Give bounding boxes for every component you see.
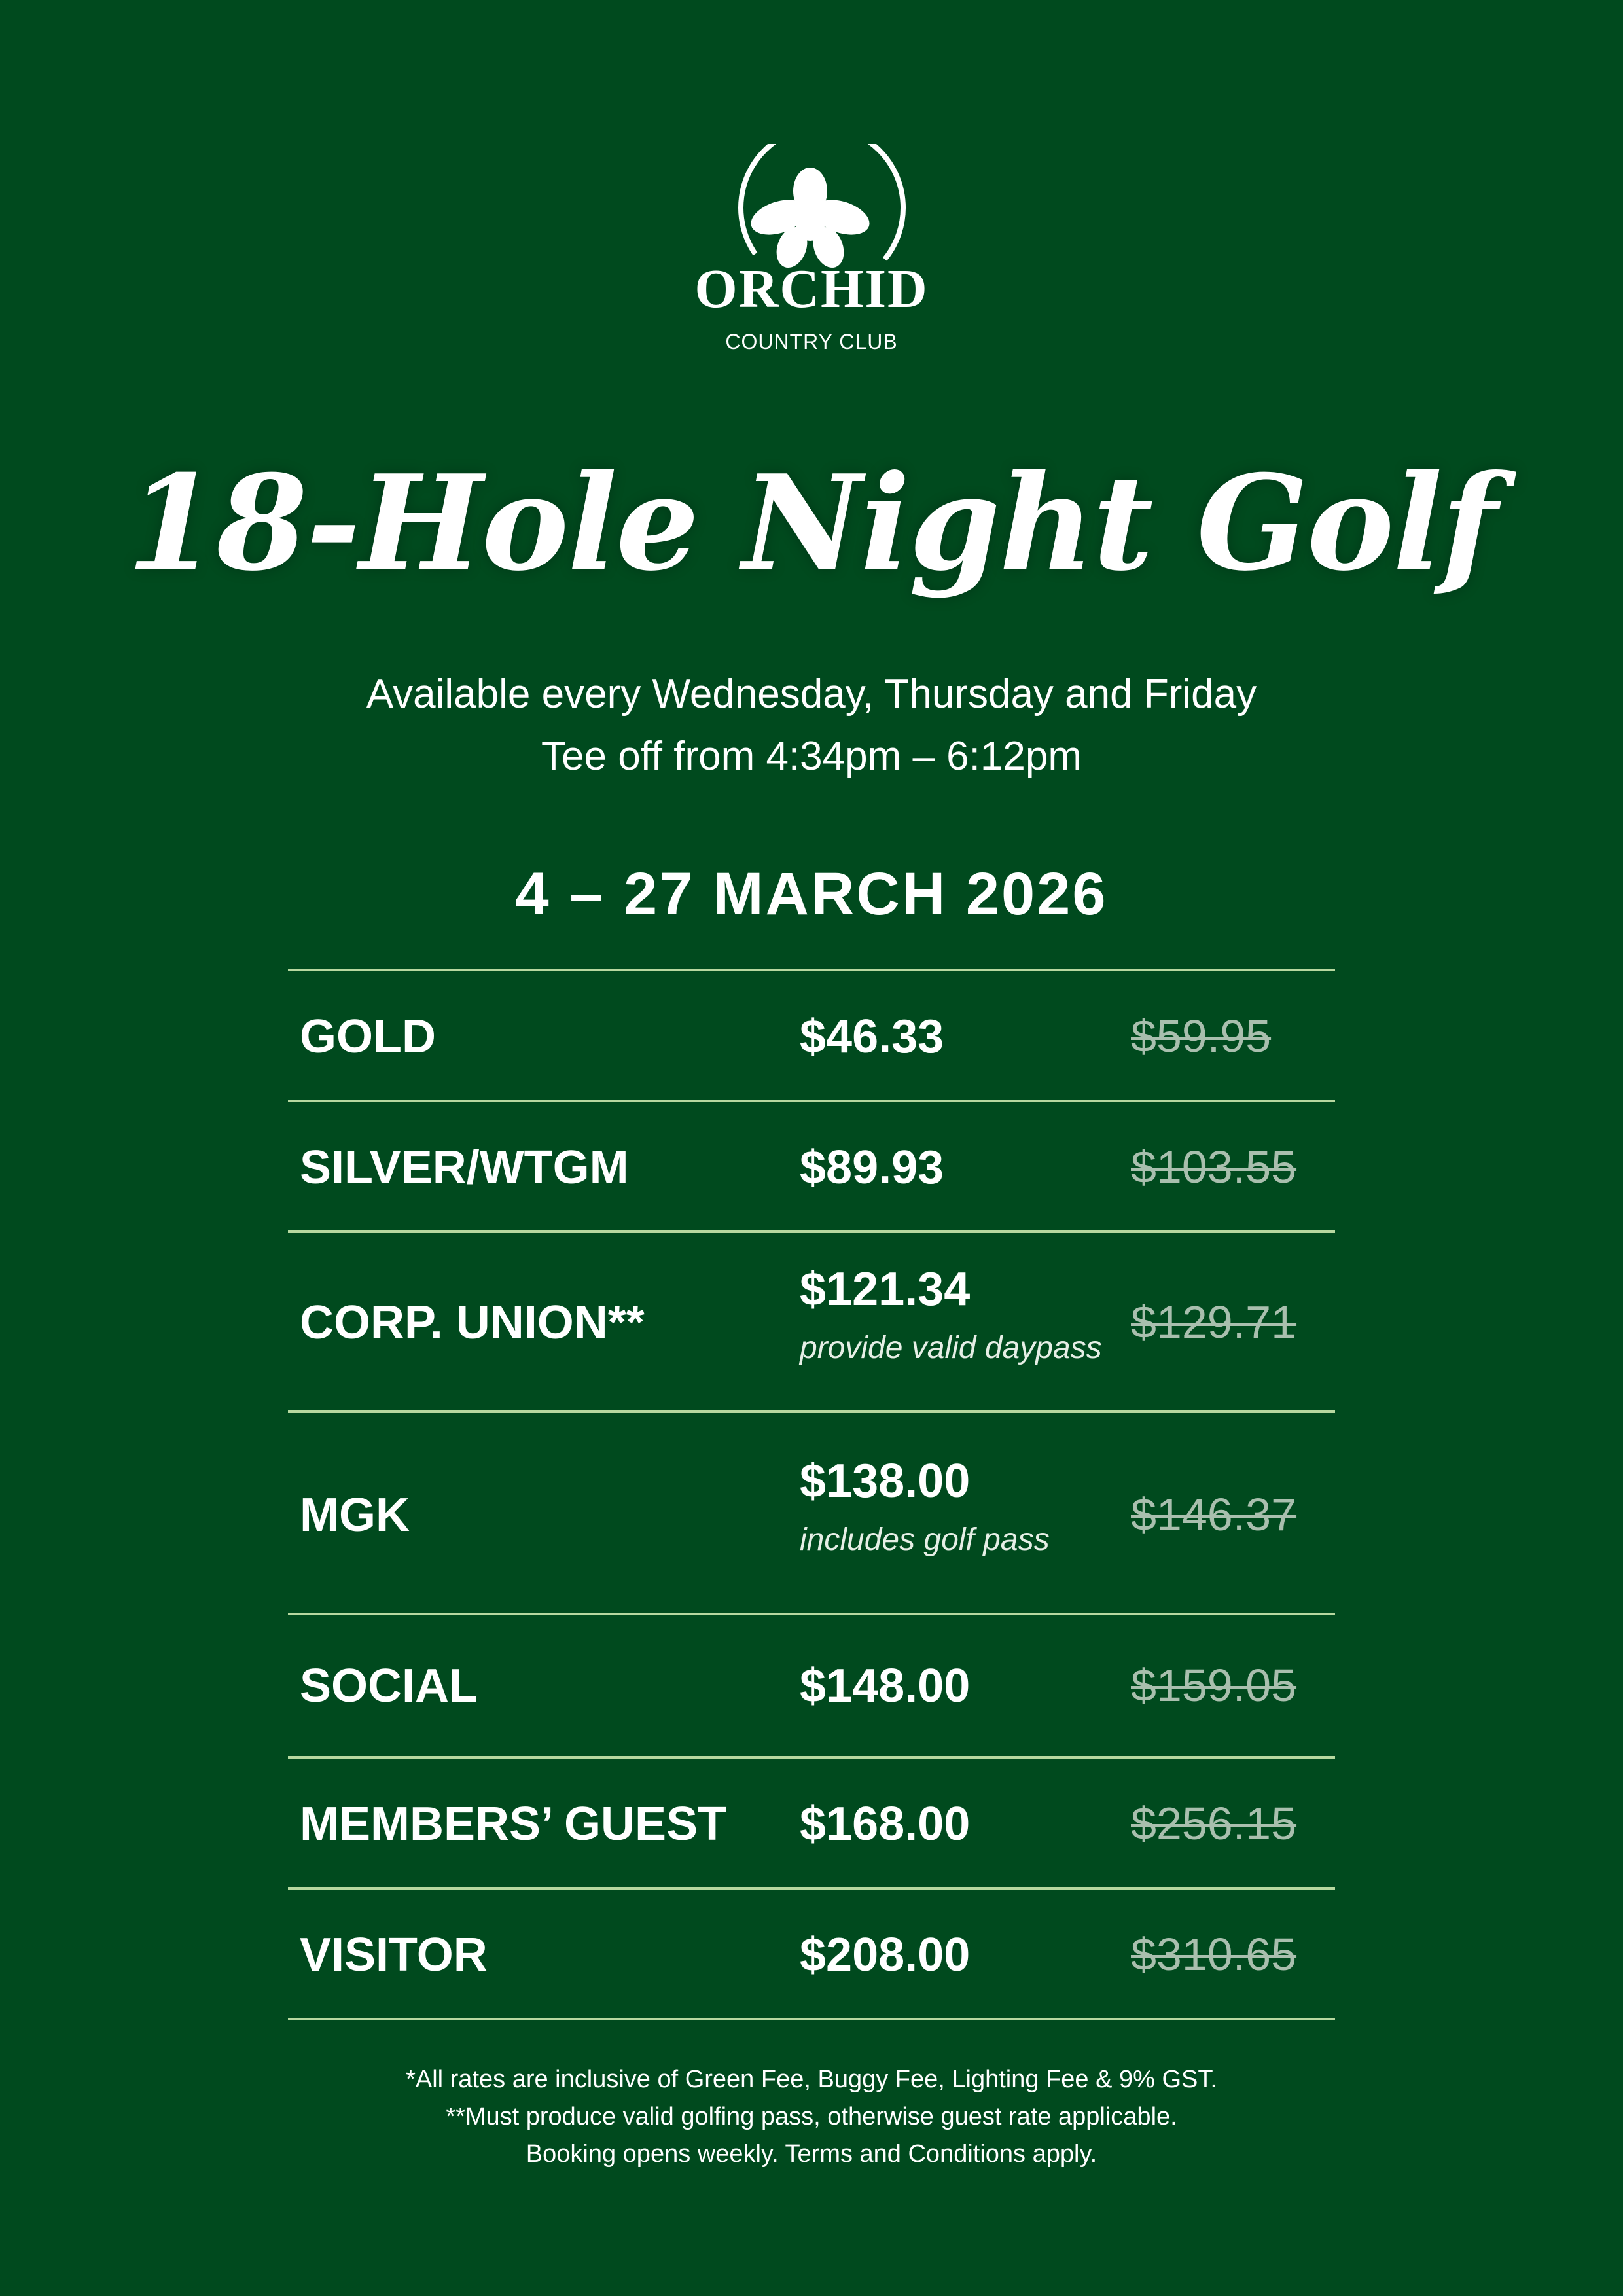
current-price: $138.00 xyxy=(800,1455,971,1507)
tee-off-text: Tee off from 4:34pm – 6:12pm xyxy=(541,734,1082,779)
rates-table xyxy=(288,969,1335,2020)
tier-name: CORP. UNION** xyxy=(300,1297,645,1349)
date-range: 4 – 27 MARCH 2026 xyxy=(515,861,1108,927)
tier-name: GOLD xyxy=(300,1011,436,1063)
footnote-inclusive: *All rates are inclusive of Green Fee, Buggy Fee, Lighting Fee & 9% GST. xyxy=(406,2066,1217,2093)
original-price: $159.05 xyxy=(1131,1660,1297,1711)
tier-name: SOCIAL xyxy=(300,1660,478,1712)
rate-row-members-guest xyxy=(288,1759,1335,1887)
original-price: $59.95 xyxy=(1131,1011,1272,1062)
current-price: $208.00 xyxy=(800,1929,971,1981)
rate-row-corp-union xyxy=(288,1233,1335,1410)
current-price: $121.34 xyxy=(800,1263,971,1316)
current-price: $89.93 xyxy=(800,1141,944,1194)
club-logo xyxy=(694,144,929,367)
availability-text: Available every Wednesday, Thursday and Friday xyxy=(366,672,1257,717)
tier-name: MEMBERS’ GUEST xyxy=(300,1798,727,1850)
divider xyxy=(288,2018,1335,2020)
tier-name: SILVER/WTGM xyxy=(300,1141,629,1194)
rate-row-gold xyxy=(288,971,1335,1100)
logo-wordmark: ORCHID xyxy=(694,259,929,319)
rate-row-silver xyxy=(288,1102,1335,1230)
original-price: $146.37 xyxy=(1131,1489,1297,1540)
rate-row-visitor xyxy=(288,1890,1335,2018)
rate-row-social xyxy=(288,1615,1335,1756)
price-note: includes golf pass xyxy=(800,1522,1050,1557)
current-price: $148.00 xyxy=(800,1660,971,1712)
current-price: $168.00 xyxy=(800,1798,971,1850)
logo-subtitle: COUNTRY CLUB xyxy=(725,330,898,353)
rate-row-mgk xyxy=(288,1413,1335,1613)
price-note: provide valid daypass xyxy=(800,1331,1102,1365)
tier-name: VISITOR xyxy=(300,1929,488,1981)
original-price: $310.65 xyxy=(1131,1929,1297,1980)
footnote-terms: Booking opens weekly. Terms and Conditions apply. xyxy=(526,2140,1097,2168)
tier-name: MGK xyxy=(300,1489,410,1541)
footnote-golfing-pass: **Must produce valid golfing pass, otherwise guest rate applicable. xyxy=(446,2103,1177,2130)
current-price: $46.33 xyxy=(800,1011,944,1063)
original-price: $103.55 xyxy=(1131,1141,1297,1193)
original-price: $256.15 xyxy=(1131,1798,1297,1849)
original-price: $129.71 xyxy=(1131,1297,1297,1348)
page-title: 18-Hole Night Golf xyxy=(126,446,1497,600)
